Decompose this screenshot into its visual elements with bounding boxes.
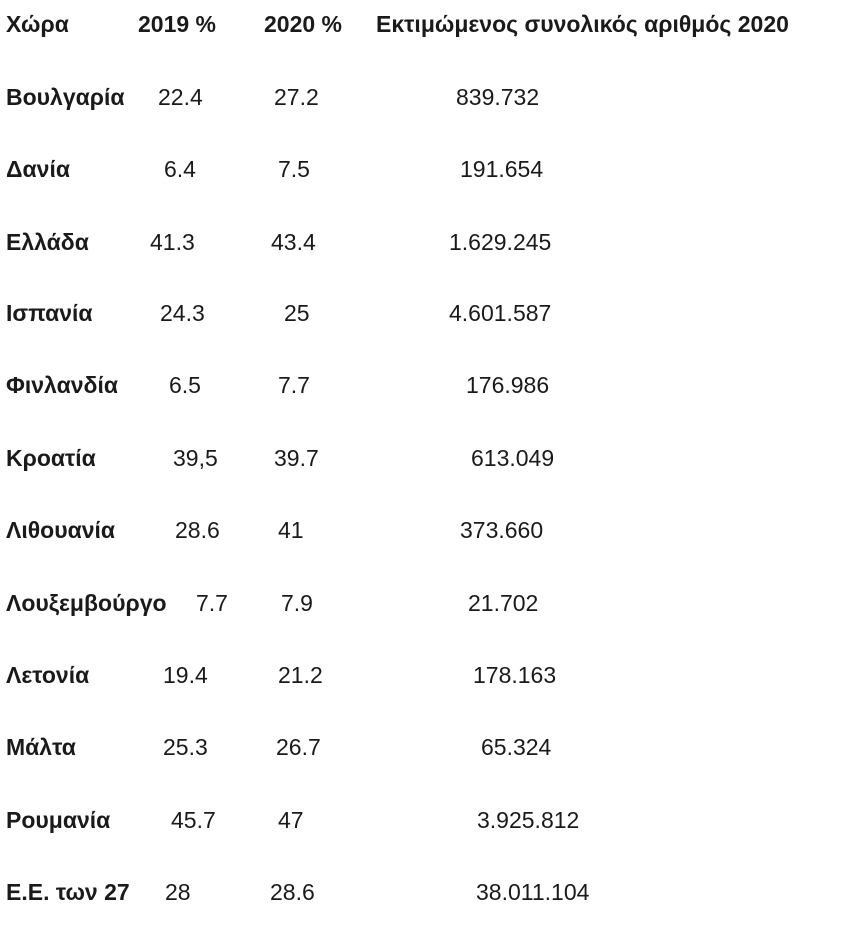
row-2019: 22.4 (158, 84, 203, 110)
row-country: Λετονία (6, 662, 90, 688)
header-2019: 2019 % (138, 11, 217, 37)
header-country: Χώρα (6, 11, 69, 37)
row-2020: 47 (278, 807, 304, 833)
row-2020: 7.9 (281, 590, 313, 616)
row-estimate: 613.049 (471, 445, 555, 471)
row-2020: 21.2 (278, 662, 323, 688)
row-estimate: 839.732 (456, 84, 540, 110)
row-estimate: 21.702 (468, 590, 539, 616)
row-2019: 19.4 (163, 662, 208, 688)
row-2019: 25.3 (163, 734, 208, 760)
row-country: Φινλανδία (6, 372, 118, 398)
row-2019: 28 (165, 879, 191, 905)
row-2020: 27.2 (274, 84, 319, 110)
row-2020: 25 (284, 300, 310, 326)
row-2019: 7.7 (196, 590, 228, 616)
row-2020: 7.7 (278, 372, 310, 398)
row-2019: 6.5 (169, 372, 201, 398)
row-country: Μάλτα (6, 734, 76, 760)
row-estimate: 4.601.587 (449, 300, 552, 326)
row-2019: 41.3 (150, 229, 195, 255)
row-2019: 24.3 (160, 300, 205, 326)
row-estimate: 178.163 (473, 662, 557, 688)
row-2020: 26.7 (276, 734, 321, 760)
row-estimate: 1.629.245 (449, 229, 552, 255)
row-country: Λιθουανία (6, 517, 116, 543)
row-estimate: 176.986 (466, 372, 550, 398)
row-country: Ελλάδα (6, 229, 89, 255)
row-country: Ρουμανία (6, 807, 111, 833)
row-estimate: 191.654 (460, 156, 544, 182)
row-2020: 43.4 (271, 229, 316, 255)
row-country: Βουλγαρία (6, 84, 125, 110)
row-2020: 28.6 (270, 879, 315, 905)
row-country: Κροατία (6, 445, 96, 471)
row-country: Λουξεμβούργο (6, 590, 167, 616)
header-2020: 2020 % (264, 11, 343, 37)
header-estimate: Εκτιμώμενος συνολικός αριθμός 2020 (376, 11, 789, 37)
row-2020: 41 (278, 517, 304, 543)
row-estimate: 65.324 (481, 734, 552, 760)
row-2020: 7.5 (278, 156, 310, 182)
row-estimate: 3.925.812 (477, 807, 580, 833)
row-country: Ισπανία (6, 300, 93, 326)
row-estimate: 38.011.104 (476, 879, 590, 905)
row-2019: 28.6 (175, 517, 220, 543)
row-2019: 39,5 (173, 445, 218, 471)
row-country: Δανία (6, 156, 70, 182)
row-2020: 39.7 (274, 445, 319, 471)
row-2019: 6.4 (164, 156, 196, 182)
row-estimate: 373.660 (460, 517, 544, 543)
row-country: Ε.Ε. των 27 (6, 879, 130, 905)
row-2019: 45.7 (171, 807, 216, 833)
